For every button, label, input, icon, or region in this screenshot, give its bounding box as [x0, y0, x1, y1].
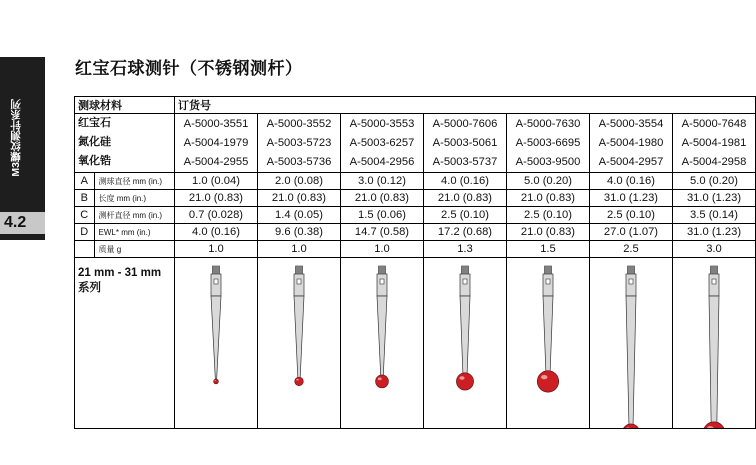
spec-value: 5.0 (0.20) — [672, 173, 755, 190]
spec-value: 31.0 (1.23) — [589, 190, 672, 207]
row-key: A — [75, 173, 95, 190]
order-code: A-5000-7648 — [681, 118, 747, 130]
stylus-body — [377, 274, 387, 296]
material-name: 氮化硅 — [78, 136, 111, 148]
stylus-body — [626, 274, 636, 296]
spec-value: 3.0 — [672, 241, 755, 258]
order-code: A-5004-1981 — [681, 137, 747, 149]
order-code-cell — [672, 114, 755, 173]
stylus-drawing — [175, 258, 257, 428]
series-range: 21 mm - 31 mm — [78, 267, 162, 279]
ruby-ball — [214, 379, 219, 384]
material-header: 测球材料 — [75, 97, 175, 114]
order-codes-row — [75, 114, 756, 173]
series-word: 系列 — [78, 282, 101, 294]
order-code: A-5000-7630 — [515, 118, 581, 130]
ball-highlight — [459, 376, 464, 379]
stylus-stem — [294, 296, 304, 379]
stylus-flat — [297, 279, 301, 284]
spec-value: 1.0 — [174, 241, 257, 258]
spec-value: 4.0 (0.16) — [174, 224, 257, 241]
stylus-drawing — [673, 258, 755, 428]
spec-value: 1.3 — [423, 241, 506, 258]
stylus-drawing-cell — [423, 258, 506, 429]
order-code: A-5003-9500 — [515, 156, 581, 168]
order-code-cell — [340, 114, 423, 173]
spec-value: 1.0 — [340, 241, 423, 258]
page-title: 红宝石球测针（不锈钢测杆） — [75, 59, 303, 78]
stylus-body — [294, 274, 304, 296]
ruby-ball — [456, 373, 473, 390]
spec-value: 2.5 (0.10) — [506, 207, 589, 224]
spec-row — [75, 207, 756, 224]
order-code-cell — [423, 114, 506, 173]
ruby-ball — [703, 422, 725, 428]
stylus-drawing — [507, 258, 589, 428]
ruby-ball — [537, 371, 559, 393]
row-key: C — [75, 207, 95, 224]
order-code: A-5004-2957 — [598, 156, 664, 168]
ruby-ball — [622, 424, 639, 428]
order-code: A-5000-3551 — [183, 118, 249, 130]
order-code: A-5003-6257 — [349, 137, 415, 149]
stylus-stem — [377, 296, 387, 378]
row-key: D — [75, 224, 95, 241]
stylus-drawing — [341, 258, 423, 428]
stylus-drawing — [424, 258, 506, 428]
spec-value: 1.0 (0.04) — [174, 173, 257, 190]
stylus-drawing-cell — [257, 258, 340, 429]
stylus-drawing — [258, 258, 340, 428]
spec-value: 5.0 (0.20) — [506, 173, 589, 190]
series-label — [75, 258, 175, 429]
spec-value: 21.0 (0.83) — [506, 190, 589, 207]
stylus-body — [543, 274, 553, 296]
spec-value: 14.7 (0.58) — [340, 224, 423, 241]
stylus-body — [460, 274, 470, 296]
spec-value: 4.0 (0.16) — [589, 173, 672, 190]
row-label: 长度 mm (in.) — [94, 190, 174, 207]
order-code: A-5003-5723 — [266, 137, 332, 149]
spec-row — [75, 173, 756, 190]
material-name: 红宝石 — [78, 117, 111, 129]
order-code: A-5004-2958 — [681, 156, 747, 168]
row-key: B — [75, 190, 95, 207]
spec-value: 21.0 (0.83) — [506, 224, 589, 241]
ball-highlight — [378, 378, 382, 381]
stylus-drawing-cell — [589, 258, 672, 429]
header-row — [75, 97, 756, 114]
order-code: A-5003-6695 — [515, 137, 581, 149]
spec-value: 3.0 (0.12) — [340, 173, 423, 190]
stylus-drawing-cell — [506, 258, 589, 429]
stylus-flat — [629, 279, 633, 284]
order-code: A-5000-3552 — [266, 118, 332, 130]
spec-value: 21.0 (0.83) — [174, 190, 257, 207]
sidebar-section-number: 4.2 — [4, 214, 27, 231]
spec-row — [75, 241, 756, 258]
order-code-cell — [174, 114, 257, 173]
spec-value: 1.5 (0.06) — [340, 207, 423, 224]
spec-value: 1.4 (0.05) — [257, 207, 340, 224]
spec-value: 3.5 (0.14) — [672, 207, 755, 224]
row-key — [75, 241, 95, 258]
spec-value: 2.5 — [589, 241, 672, 258]
order-code: A-5004-1980 — [598, 137, 664, 149]
spec-value: 21.0 (0.83) — [423, 190, 506, 207]
stylus-flat — [463, 279, 467, 284]
stylus-body — [709, 274, 719, 296]
spec-row — [75, 190, 756, 207]
spec-value: 0.7 (0.028) — [174, 207, 257, 224]
sidebar-section-number-box — [0, 212, 45, 234]
sidebar-section-text: M3螺纹测针系列 — [10, 99, 22, 177]
ruby-ball — [295, 377, 304, 386]
order-code: A-5000-3554 — [598, 118, 664, 130]
stylus-drawing-cell — [672, 258, 755, 429]
spec-value: 2.5 (0.10) — [589, 207, 672, 224]
spec-value: 2.0 (0.08) — [257, 173, 340, 190]
ball-highlight — [214, 380, 215, 381]
spec-value: 27.0 (1.07) — [589, 224, 672, 241]
order-code: A-5004-1979 — [183, 137, 249, 149]
stylus-body — [211, 274, 221, 296]
row-label: EWL* mm (in.) — [94, 224, 174, 241]
order-code-cell — [589, 114, 672, 173]
stylus-stem — [460, 296, 470, 376]
order-code: A-5003-5736 — [266, 156, 332, 168]
stylus-stem — [543, 296, 553, 375]
spec-value: 1.5 — [506, 241, 589, 258]
spec-row — [75, 224, 756, 241]
spec-value: 4.0 (0.16) — [423, 173, 506, 190]
spec-value: 17.2 (0.68) — [423, 224, 506, 241]
spec-value: 21.0 (0.83) — [340, 190, 423, 207]
spec-value: 1.0 — [257, 241, 340, 258]
ball-highlight — [296, 379, 299, 381]
spec-value: 2.5 (0.10) — [423, 207, 506, 224]
order-code: A-5000-7606 — [432, 118, 498, 130]
stylus-stem — [709, 296, 719, 426]
order-code: A-5004-2956 — [349, 156, 415, 168]
stylus-drawing — [590, 258, 672, 428]
stylus-drawing-cell — [174, 258, 257, 429]
stylus-flat — [214, 279, 218, 284]
order-code-cell — [506, 114, 589, 173]
stylus-stem — [211, 296, 221, 380]
stylus-drawing-cell — [340, 258, 423, 429]
order-code-cell — [257, 114, 340, 173]
stylus-spec-table — [74, 96, 756, 429]
ruby-ball — [376, 375, 389, 388]
row-label: 测球直径 mm (in.) — [94, 173, 174, 190]
row-label: 质量 g — [94, 241, 174, 258]
spec-value: 31.0 (1.23) — [672, 224, 755, 241]
spec-value: 31.0 (1.23) — [672, 190, 755, 207]
stylus-stem — [626, 296, 636, 427]
order-header: 订货号 — [174, 97, 755, 114]
order-code: A-5000-3553 — [349, 118, 415, 130]
material-name: 氧化锆 — [78, 155, 111, 167]
order-code: A-5004-2955 — [183, 156, 249, 168]
order-code: A-5003-5061 — [432, 137, 498, 149]
spec-value: 9.6 (0.38) — [257, 224, 340, 241]
stylus-flat — [546, 279, 550, 284]
stylus-drawing-row — [75, 258, 756, 429]
spec-value: 21.0 (0.83) — [257, 190, 340, 207]
material-names — [75, 114, 175, 173]
ball-highlight — [541, 375, 547, 379]
stylus-flat — [380, 279, 384, 284]
stylus-flat — [712, 279, 716, 284]
row-label: 测杆直径 mm (in.) — [94, 207, 174, 224]
order-code: A-5003-5737 — [432, 156, 498, 168]
